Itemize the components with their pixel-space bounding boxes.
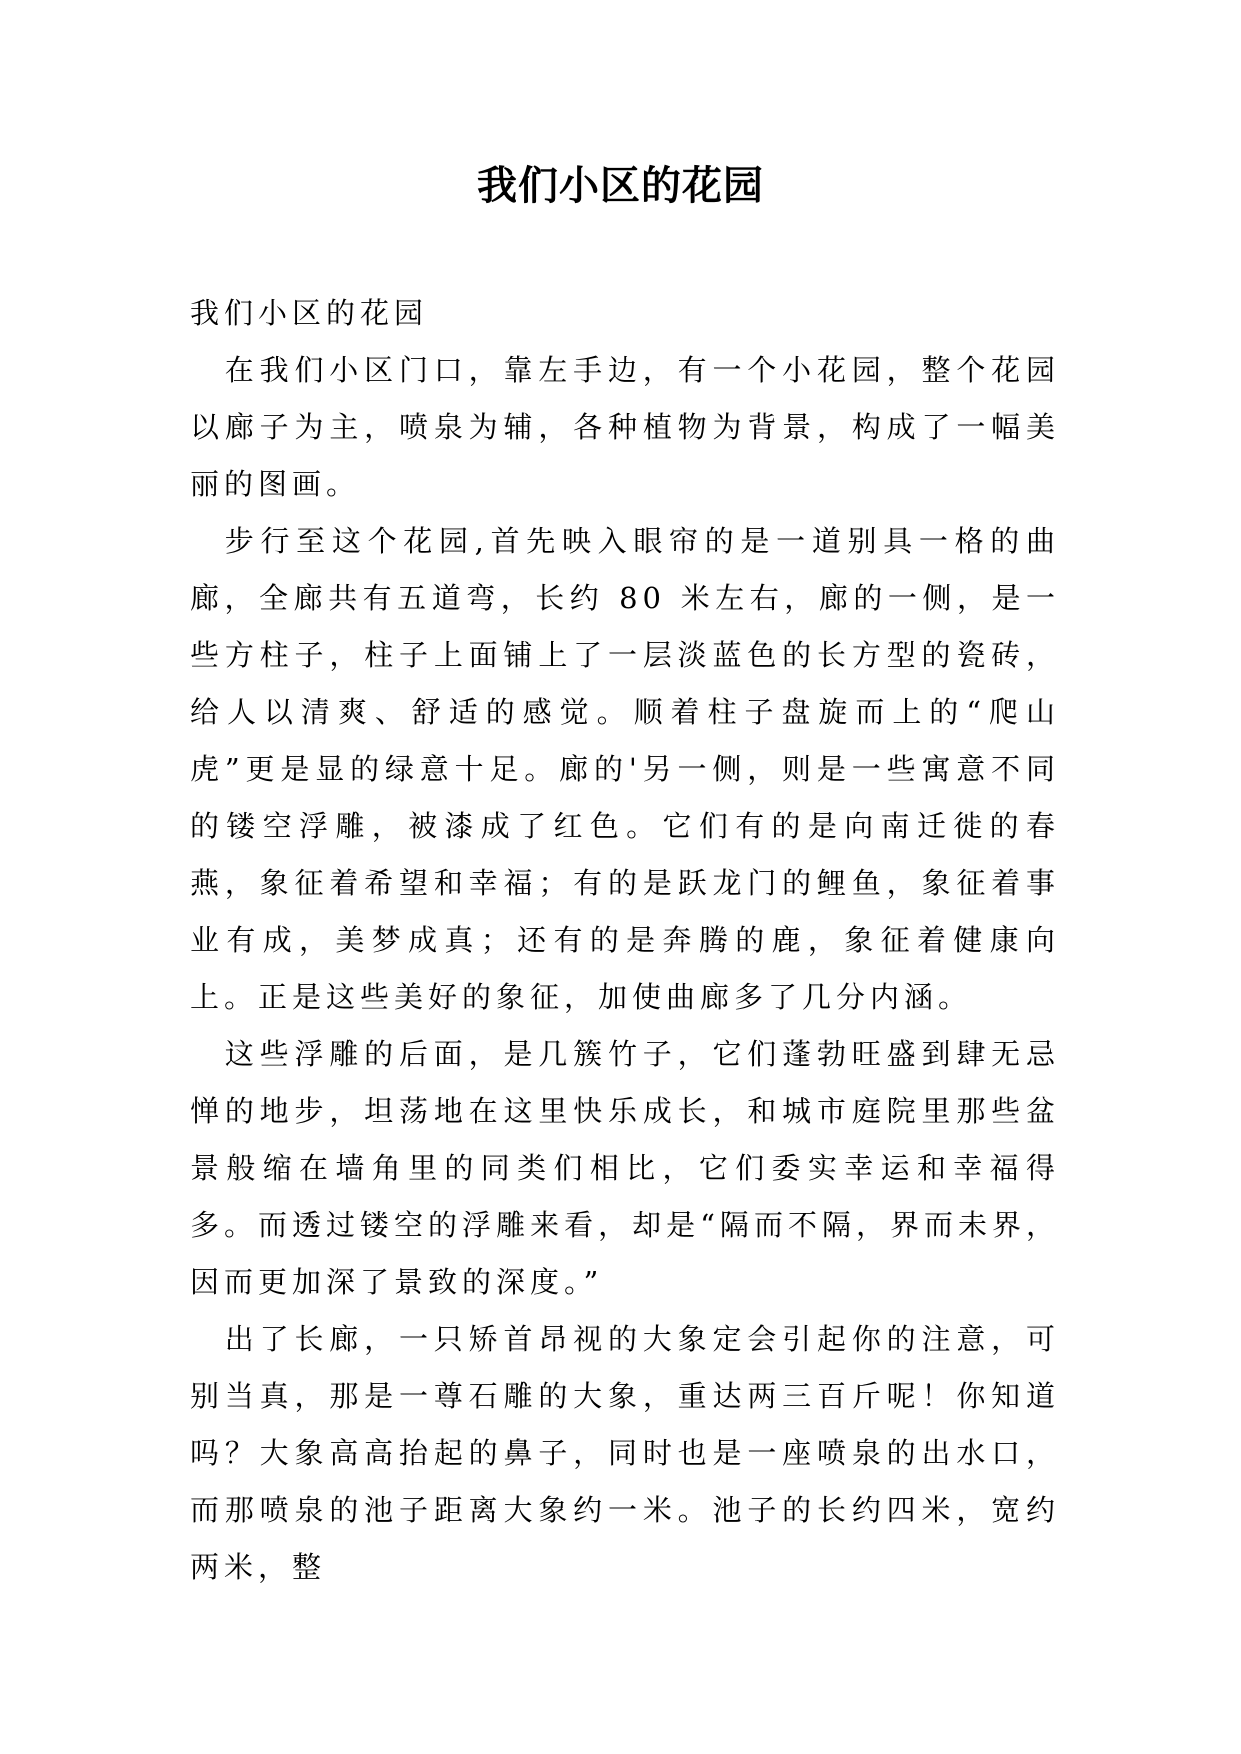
paragraph-1: 在我们小区门口，靠左手边，有一个小花园，整个花园以廊子为主，喷泉为辅，各种植物为背景，构成了一幅美丽的图画。	[190, 353, 1060, 501]
paragraph-4: 出了长廊，一只矫首昂视的大象定会引起你的注意，可别当真，那是一尊石雕的大象，重达两三百斤呢！你知道吗？大象高高抬起的鼻子，同时也是一座喷泉的出水口，而那喷泉的池子距离大象约一米。池子的长约四米，宽约两米，整	[190, 1322, 1060, 1584]
document-subtitle: 我们小区的花园	[190, 296, 429, 330]
document-body	[190, 285, 1060, 1596]
paragraph-3: 这些浮雕的后面，是几簇竹子，它们蓬勃旺盛到肆无忌惮的地步，坦荡地在这里快乐成长，和城市庭院里那些盆景般缩在墙角里的同类们相比，它们委实幸运和幸福得多。而透过镂空的浮雕来看，却是“隔而不隔，界而未界，因而更加深了景致的深度。”	[190, 1037, 1060, 1299]
document-title: 我们小区的花园	[477, 162, 764, 209]
paragraph-2: 步行至这个花园,首先映入眼帘的是一道别具一格的曲廊，全廊共有五道弯，长约 80 米左右，廊的一侧，是一些方柱子，柱子上面铺上了一层淡蓝色的长方型的瓷砖，给人以清爽、舒适的感觉。顺着柱子盘旋而上的“爬山虎”更是显的绿意十足。廊的'另一侧，则是一些寓意不同的镂空浮雕，被漆成了红色。它们有的是向南迁徙的春燕，象征着希望和幸福；有的是跃龙门的鲤鱼，象征着事业有成，美梦成真；还有的是奔腾的鹿，象征着健康向上。正是这些美好的象征，加使曲廊多了几分内涵。	[190, 524, 1060, 1014]
